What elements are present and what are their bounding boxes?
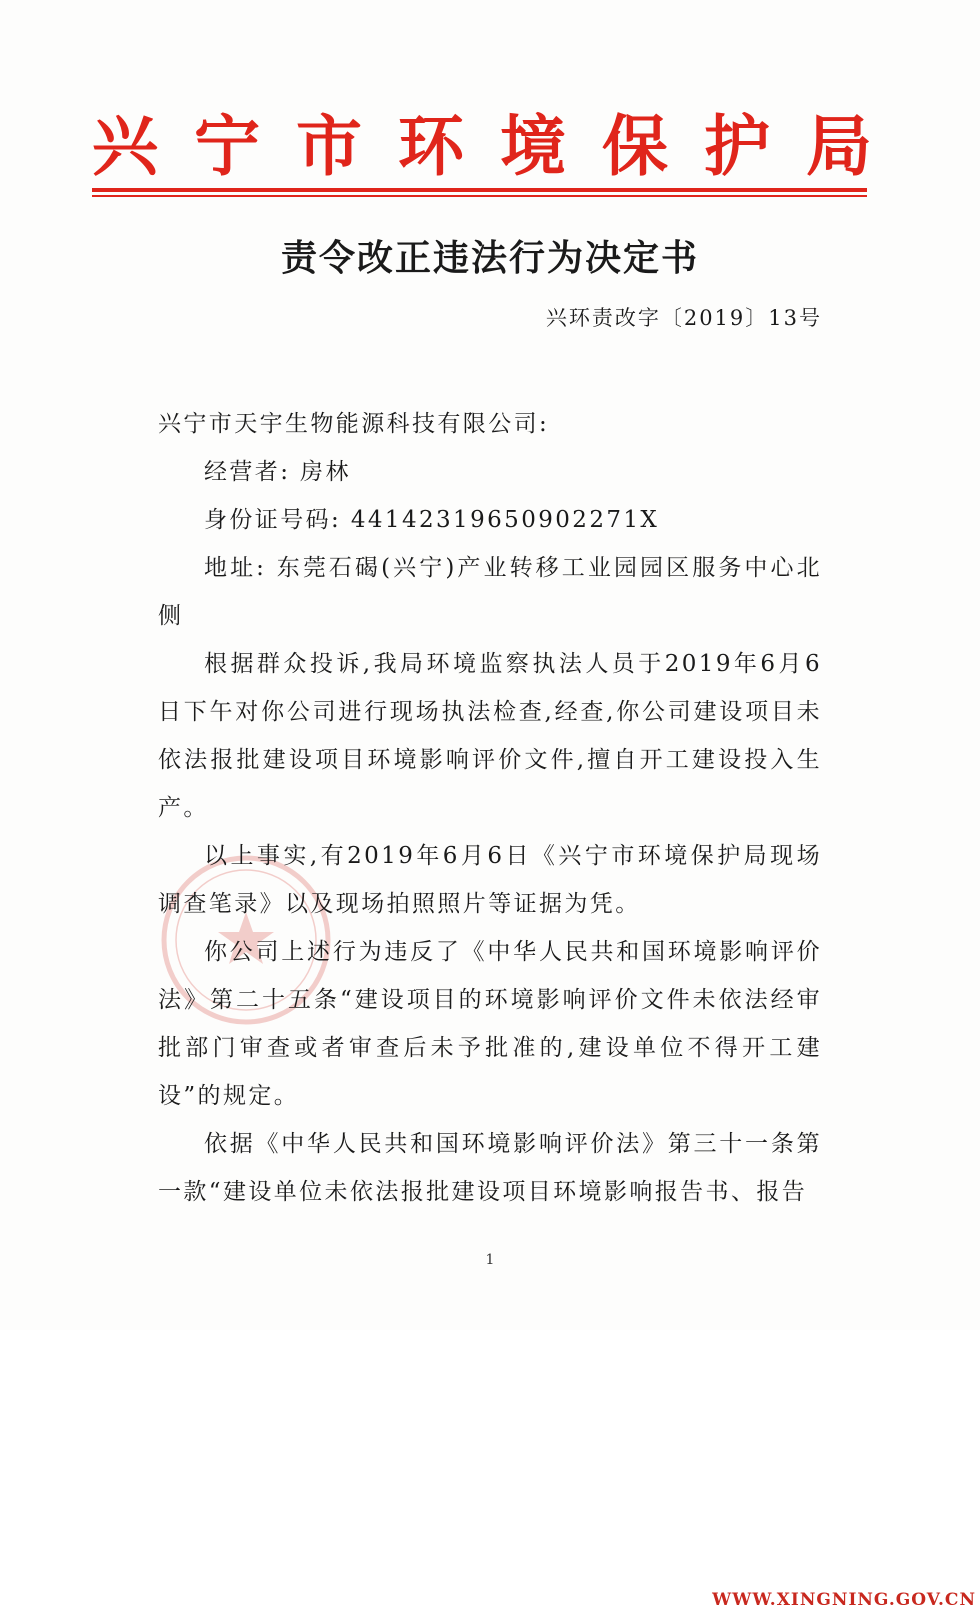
agency-header	[92, 90, 872, 190]
agency-char: 局	[806, 107, 872, 185]
salutation: 兴宁市天宇生物能源科技有限公司:	[158, 411, 550, 437]
agency-char: 市	[296, 107, 362, 185]
body-paragraph: 你公司上述行为违反了《中华人民共和国环境影响评价法》第二十五条“建设项目的环境影响评价文件未依法经审批部门审查或者审查后未予批准的,建设单位不得开工建设”的规定。	[158, 939, 822, 1109]
agency-char: 境	[500, 107, 566, 185]
agency-char: 环	[398, 107, 464, 185]
document-title: 责令改正违法行为决定书	[280, 237, 699, 279]
agency-char: 宁	[194, 107, 260, 185]
header-rule-thin	[92, 195, 867, 197]
site-watermark: WWW.XINGNING.GOV.CN	[712, 1590, 976, 1610]
page-number: 1	[485, 1252, 495, 1268]
address-line: 地址: 东莞石碣(兴宁)产业转移工业园园区服务中心北侧	[158, 555, 822, 629]
document-number: 兴环责改字〔2019〕13号	[545, 306, 822, 330]
agency-char: 护	[704, 107, 770, 185]
document-body	[158, 400, 822, 1216]
header-rule-thick	[92, 188, 867, 192]
operator-line: 经营者: 房林	[204, 459, 351, 485]
id-number-line: 身份证号码: 44142319650902271X	[204, 507, 660, 533]
body-paragraph: 以上事实,有2019年6月6日《兴宁市环境保护局现场调查笔录》以及现场拍照照片等证据为凭。	[158, 843, 822, 917]
agency-char: 保	[602, 107, 668, 185]
agency-char: 兴	[92, 107, 158, 185]
body-paragraph: 根据群众投诉,我局环境监察执法人员于2019年6月6日下午对你公司进行现场执法检查,经查,你公司建设项目未依法报批建设项目环境影响评价文件,擅自开工建设投入生产。	[158, 651, 822, 821]
body-paragraph: 依据《中华人民共和国环境影响评价法》第三十一条第一款“建设单位未依法报批建设项目环境影响报告书、报告	[158, 1131, 822, 1205]
